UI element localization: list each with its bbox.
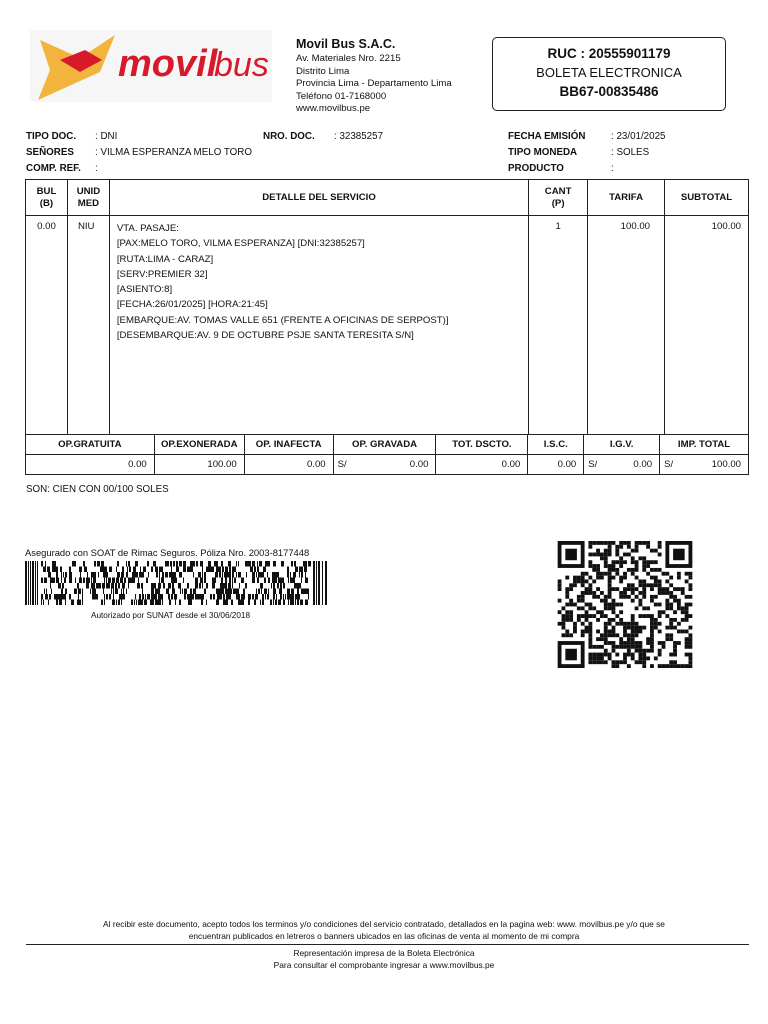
logo-text-bus: bus <box>214 46 269 84</box>
fecha-emision-value: : 23/01/2025 <box>611 131 666 142</box>
row-unid: NIU <box>67 216 109 435</box>
sunat-authorization: Autorizado por SUNAT desde el 30/06/2018 <box>91 611 250 620</box>
op-inafecta-value: 0.00 <box>244 455 333 475</box>
consult-line: Para consultar el comprobante ingresar a www.movilbus.pe <box>273 959 495 970</box>
company-logo <box>30 30 272 102</box>
desc-line: [PAX:MELO TORO, VILMA ESPERANZA] [DNI:32385257] <box>116 238 365 250</box>
op-gravada-header: OP. GRAVADA <box>333 435 436 455</box>
terms-line-1: Al recibir este documento, acepto todos los terminos y/o condiciones del servicio contratado, detallados en la pagina web: www. movilbus.pe y/o que se <box>103 919 665 929</box>
company-district: Distrito Lima <box>296 65 350 77</box>
desc-line: [FECHA:26/01/2025] [HORA:21:45] <box>116 299 268 311</box>
ruc-number: RUC : 20555901179 <box>547 46 671 61</box>
currency-symbol: S/ <box>337 459 347 470</box>
comp-ref-value: : <box>95 163 98 174</box>
currency-symbol: S/ <box>588 459 598 470</box>
ruc-box <box>492 37 726 111</box>
company-province: Provincia Lima - Departamento Lima <box>296 78 452 90</box>
row-subtotal: 100.00 <box>665 216 749 435</box>
desc-line: [EMBARQUE:AV. TOMAS VALLE 651 (FRENTE A OFICINAS DE SERPOST)] <box>116 314 449 326</box>
qr-code-image <box>555 541 695 668</box>
tipo-doc-value: : DNI <box>95 131 118 142</box>
producto-value: : <box>611 163 614 174</box>
row-detalle <box>109 216 528 435</box>
imp-total-value: 100.00 <box>711 459 741 470</box>
comp-ref-label: COMP. REF. <box>26 163 81 174</box>
imp-total-cell <box>660 455 749 475</box>
representation-line: Representación impresa de la Boleta Electrónica <box>293 948 475 958</box>
op-gravada-cell <box>333 455 436 475</box>
op-gravada-value: 0.00 <box>409 459 429 470</box>
row-tarifa: 100.00 <box>588 216 665 435</box>
desc-line: VTA. PASAJE: <box>116 223 179 234</box>
amount-in-words: SON: CIEN CON 00/100 SOLES <box>26 484 169 495</box>
igv-value: 0.00 <box>633 459 653 470</box>
op-exonerada-value: 100.00 <box>154 455 244 475</box>
company-web: www.movilbus.pe <box>296 103 371 115</box>
table-row <box>26 216 749 435</box>
producto-label: PRODUCTO <box>508 163 564 174</box>
col-unid-header: UNID MED <box>67 180 109 216</box>
op-gratuita-value: 0.00 <box>26 455 155 475</box>
terms-note <box>30 918 738 942</box>
detail-table <box>25 179 749 435</box>
row-cant: 1 <box>529 216 588 435</box>
col-detalle-header: DETALLE DEL SERVICIO <box>109 180 528 216</box>
totals-table <box>25 434 749 475</box>
tipo-moneda-label: TIPO MONEDA <box>508 147 578 158</box>
col-tarifa-header: TARIFA <box>588 180 665 216</box>
barcode-image <box>25 561 329 605</box>
col-subtotal-header: SUBTOTAL <box>665 180 749 216</box>
igv-cell <box>584 455 660 475</box>
desc-line: [RUTA:LIMA - CARAZ] <box>116 253 214 265</box>
op-exonerada-header: OP.EXONERADA <box>154 435 244 455</box>
company-info <box>296 37 452 116</box>
tot-dscto-value: 0.00 <box>436 455 528 475</box>
document-type: BOLETA ELECTRONICA <box>536 65 682 80</box>
desc-line: [SERV:PREMIER 32] <box>116 268 208 280</box>
soat-note: Asegurado con SOAT de Rimac Seguros. Póliza Nro. 2003-8177448 <box>25 547 310 558</box>
logo-text-movil: movil <box>118 43 218 85</box>
desc-line: [ASIENTO:8] <box>116 284 173 296</box>
op-gratuita-header: OP.GRATUITA <box>26 435 155 455</box>
desc-line: [DESEMBARQUE:AV. 9 DE OCTUBRE PSJE SANTA TERESITA S/N] <box>116 330 414 342</box>
company-name: Movil Bus S.A.C. <box>296 37 396 51</box>
footer-divider <box>26 944 749 945</box>
col-cant-header: CANT (P) <box>529 180 588 216</box>
currency-symbol: S/ <box>664 459 674 470</box>
company-address: Av. Materiales Nro. 2215 <box>296 53 401 64</box>
terms-line-2: encuentran publicados en letreros o banners ubicados en las oficinas de venta al momento de mi compra <box>188 931 580 942</box>
senores-value: : VILMA ESPERANZA MELO TORO <box>95 147 252 158</box>
tot-dscto-header: TOT. DSCTO. <box>436 435 528 455</box>
col-bul-header: BUL (B) <box>26 180 68 216</box>
senores-label: SEÑORES <box>26 147 74 158</box>
tipo-doc-label: TIPO DOC. <box>26 131 77 142</box>
document-number: BB67-00835486 <box>559 84 659 99</box>
imp-total-header: IMP. TOTAL <box>660 435 749 455</box>
company-phone: Teléfono 01-7168000 <box>296 90 387 102</box>
footer-note <box>30 948 738 971</box>
nro-doc-value: : 32385257 <box>334 131 384 142</box>
fecha-emision-label: FECHA EMISIÓN <box>508 131 586 142</box>
igv-header: I.G.V. <box>584 435 660 455</box>
op-inafecta-header: OP. INAFECTA <box>244 435 333 455</box>
tipo-moneda-value: : SOLES <box>611 147 650 158</box>
isc-header: I.S.C. <box>528 435 584 455</box>
isc-value: 0.00 <box>528 455 584 475</box>
nro-doc-label: NRO. DOC. <box>263 131 315 142</box>
row-bul: 0.00 <box>26 216 68 435</box>
